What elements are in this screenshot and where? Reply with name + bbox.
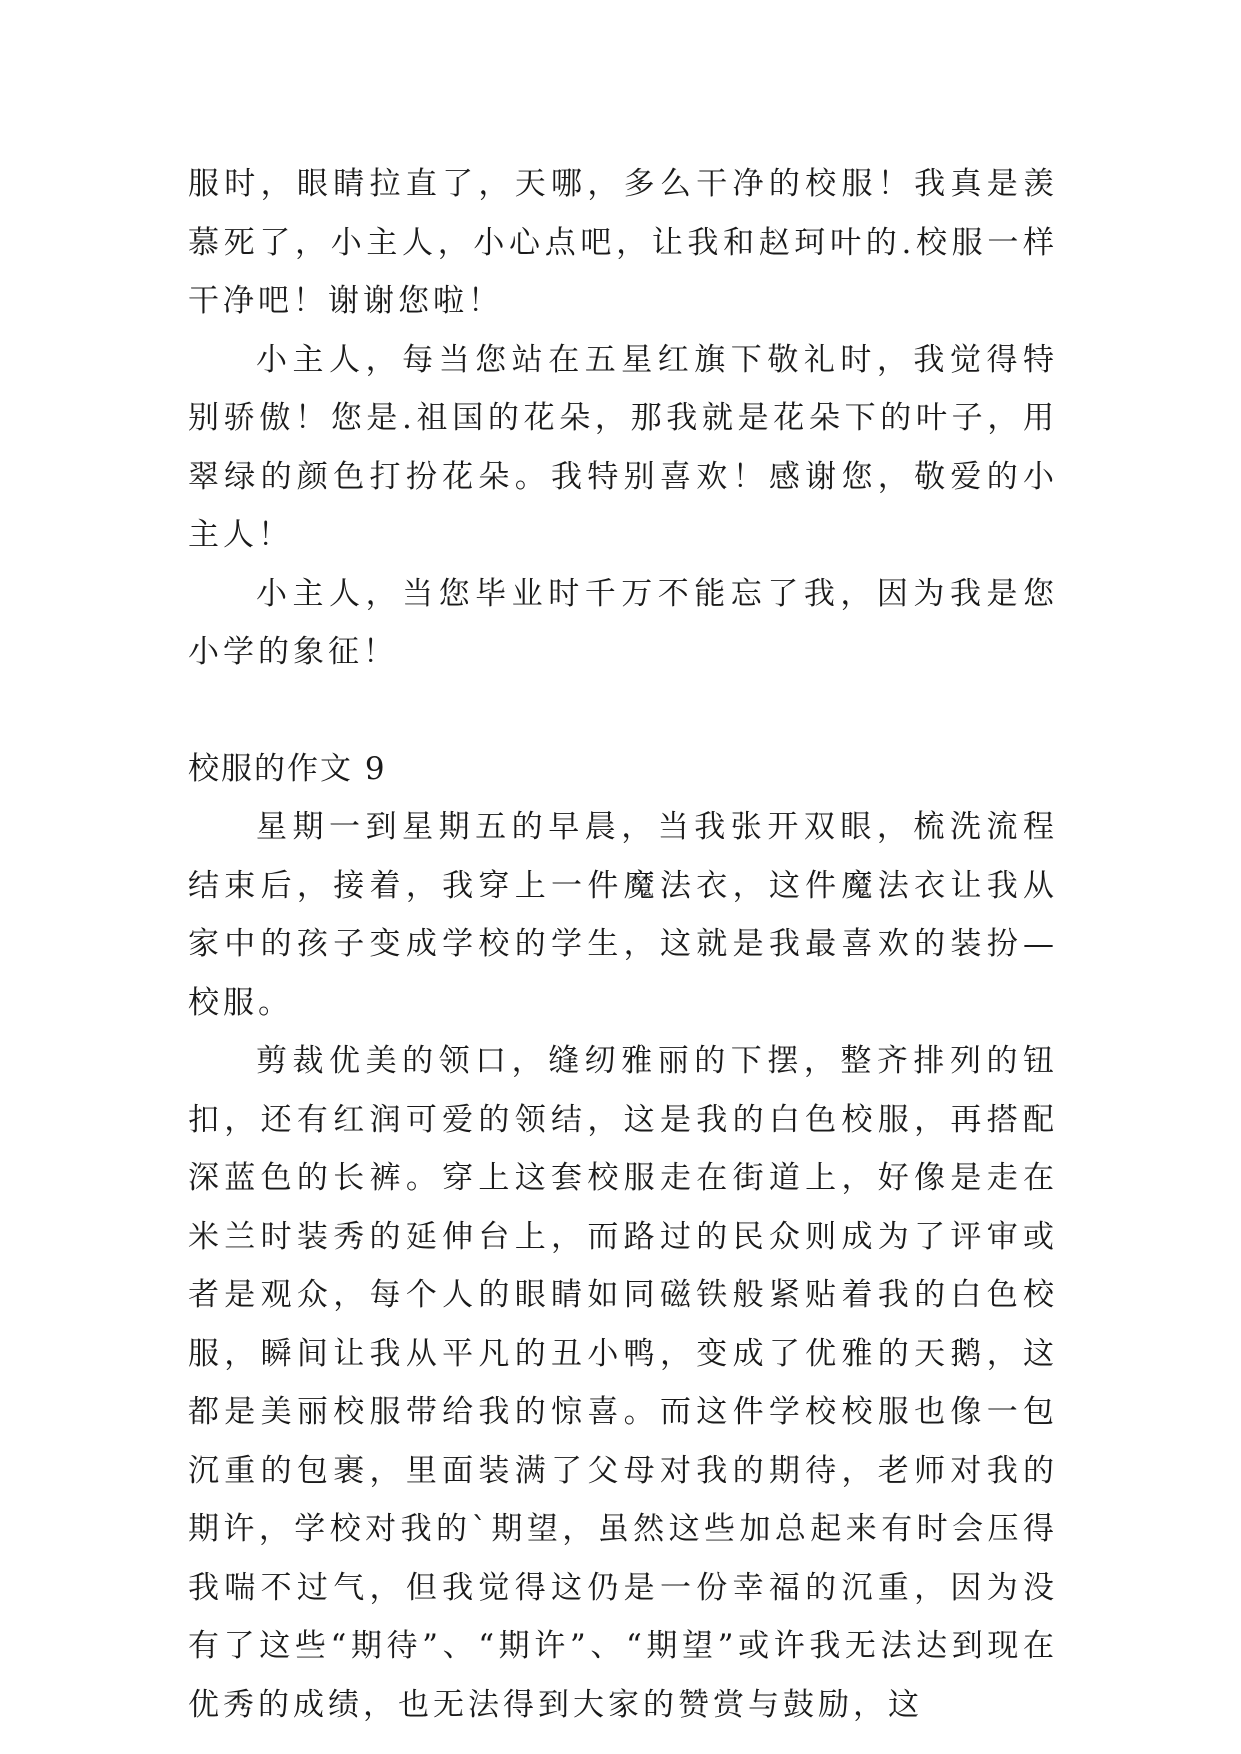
paragraph-2: 小主人，每当您站在五星红旗下敬礼时，我觉得特别骄傲！您是.祖国的花朵，那我就是花朵下的叶子，用翠绿的颜色打扮花朵。我特别喜欢！感谢您，敬爱的小主人！ bbox=[188, 341, 1058, 553]
section-heading: 校服的作文 9 bbox=[188, 750, 387, 787]
paragraph-3: 小主人，当您毕业时千万不能忘了我，因为我是您小学的象征！ bbox=[188, 575, 1058, 670]
paragraph-5: 剪裁优美的领口，缝纫雅丽的下摆，整齐排列的钮扣，还有红润可爱的领结，这是我的白色校服，再搭配深蓝色的长裤。穿上这套校服走在街道上，好像是走在米兰时装秀的延伸台上，而路过的民众则成为了评审或者是观众，每个人的眼睛如同磁铁般紧贴着我的白色校服，瞬间让我从平凡的丑小鸭，变成了优雅的天鹅，这都是美丽校服带给我的惊喜。而这件学校校服也像一包沉重的包裹，里面装满了父母对我的期待，老师对我的期许，学校对我的`期望，虽然这些加总起来有时会压得我喘不过气，但我觉得这仍是一份幸福的沉重，因为没有了这些“期待”、“期许”、“期望”或许我无法达到现在优秀的成绩，也无法得到大家的赞赏与鼓励，这 bbox=[188, 1043, 1058, 1723]
document-body bbox=[188, 155, 1058, 1734]
paragraph-4: 星期一到星期五的早晨，当我张开双眼，梳洗流程结束后，接着，我穿上一件魔法衣，这件魔法衣让我从家中的孩子变成学校的学生，这就是我最喜欢的装扮—校服。 bbox=[188, 809, 1058, 1021]
paragraph-1: 服时，眼睛拉直了，天哪，多么干净的校服！我真是羡慕死了，小主人，小心点吧，让我和赵珂叶的.校服一样干净吧！谢谢您啦！ bbox=[188, 166, 1058, 319]
